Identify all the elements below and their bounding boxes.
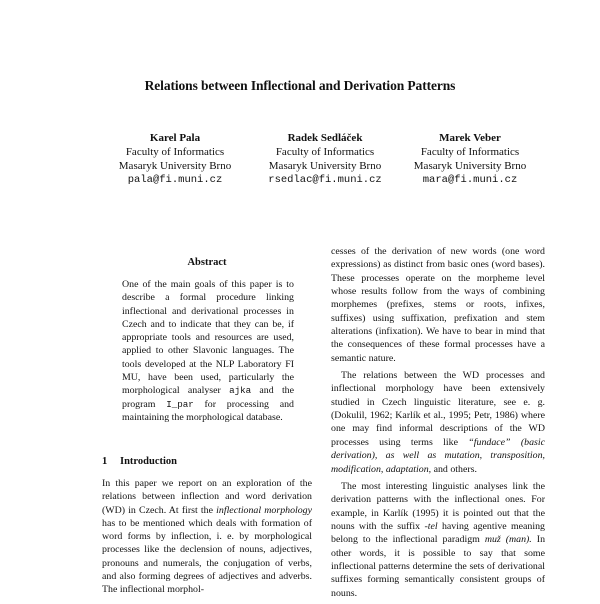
author-email[interactable]: pala@fi.muni.cz <box>127 174 223 186</box>
abstract-text: for processing and maintaining the morphological database. <box>122 398 294 423</box>
section-title: Introduction <box>120 456 177 467</box>
section-heading <box>102 456 177 467</box>
paragraph: cesses of the derivation of new words (one word expressions) as distinct from basic ones (word bases). These processes operate on the morpheme level whose results follow from the ways of combining morphemes (prefixes, stems or roots, infixes, suffixes) using suffixation, prefixation and stem alterations (infixation). We have to bear in mind that the consequences of these formal processes have a semantic nature. <box>331 246 545 364</box>
paragraph <box>331 369 545 476</box>
term: inflectional morphology <box>216 504 313 516</box>
paradigm: muž (man). <box>484 534 532 546</box>
author-block <box>95 131 255 187</box>
right-column <box>331 245 545 604</box>
body-text: In other words, it is possible to say that some inflectional patterns determine the sets of derivational suffixes forming semantically consistent groups of nouns. <box>331 534 546 599</box>
suffix: -tel <box>424 520 438 532</box>
author-university: Masaryk University Brno <box>118 160 232 172</box>
author-name: Radek Sedláček <box>287 132 363 144</box>
author-email[interactable]: rsedlac@fi.muni.cz <box>268 174 382 186</box>
paragraph <box>102 477 312 597</box>
tool-name: ajka <box>229 385 252 397</box>
paper-title: Relations between Inflectional and Derivation Patterns <box>144 78 456 93</box>
body-text: and others. <box>433 463 477 475</box>
author-affiliation: Faculty of Informatics <box>125 146 225 158</box>
author-name: Marek Veber <box>439 132 501 144</box>
abstract-heading: Abstract <box>187 257 227 268</box>
author-block <box>390 131 550 187</box>
paragraph <box>331 480 545 600</box>
body-text: having agentive meaning belong to the inflectional paradigm <box>331 520 545 546</box>
abstract-body <box>122 278 294 424</box>
body-text: In this paper we report on an exploration of the relations between inflection and word derivation (WD) in Czech. At first the <box>102 478 312 516</box>
author-affiliation: Faculty of Informatics <box>275 146 375 158</box>
abstract-text: One of the main goals of this paper is to describe a formal procedure linking inflectional and derivational processes in Czech and to indicate that they can be, if appropriate tools and resources are used, applied to other Slavonic languages. The tools developed at the NLP Laboratory FI MU, have been used, particularly the morphological analyser <box>122 279 294 397</box>
author-university: Masaryk University Brno <box>413 160 527 172</box>
body-text: The most interesting linguistic analyses link the derivation patterns with the inflectional ones. For example, in Karlík (1995) it is pointed out that the nouns with the suffix <box>331 480 545 532</box>
body-text: has to be mentioned which deals with formation of word forms by inflection, i. e. by morphological processes like the declension of nouns, adjectives, pronouns and numerals, the conjugation of verbs, and also forming degrees of adjectives and adverbs. The inflectional morphol- <box>102 517 312 596</box>
section-number: 1 <box>102 456 108 467</box>
tool-name: I_par <box>166 398 194 410</box>
body-text: The relations between the WD processes and inflectional morphology have been extensively studied in Czech linguistic literature, see e. g. (Dokulil, 1962; Karlík et al., 1995; Petr, 1986) where one may find informal descriptions of the WD processes using terms like <box>331 370 545 448</box>
author-email[interactable]: mara@fi.muni.cz <box>422 174 518 186</box>
author-name: Karel Pala <box>149 132 201 144</box>
author-university: Masaryk University Brno <box>268 160 382 172</box>
author-affiliation: Faculty of Informatics <box>420 146 520 158</box>
term-list: “fundace” (basic derivation), as well as mutation, transposition, modification, adaptation, <box>331 436 545 475</box>
introduction-body <box>102 477 312 597</box>
author-block <box>245 131 405 187</box>
abstract-text: and the program <box>122 385 295 410</box>
